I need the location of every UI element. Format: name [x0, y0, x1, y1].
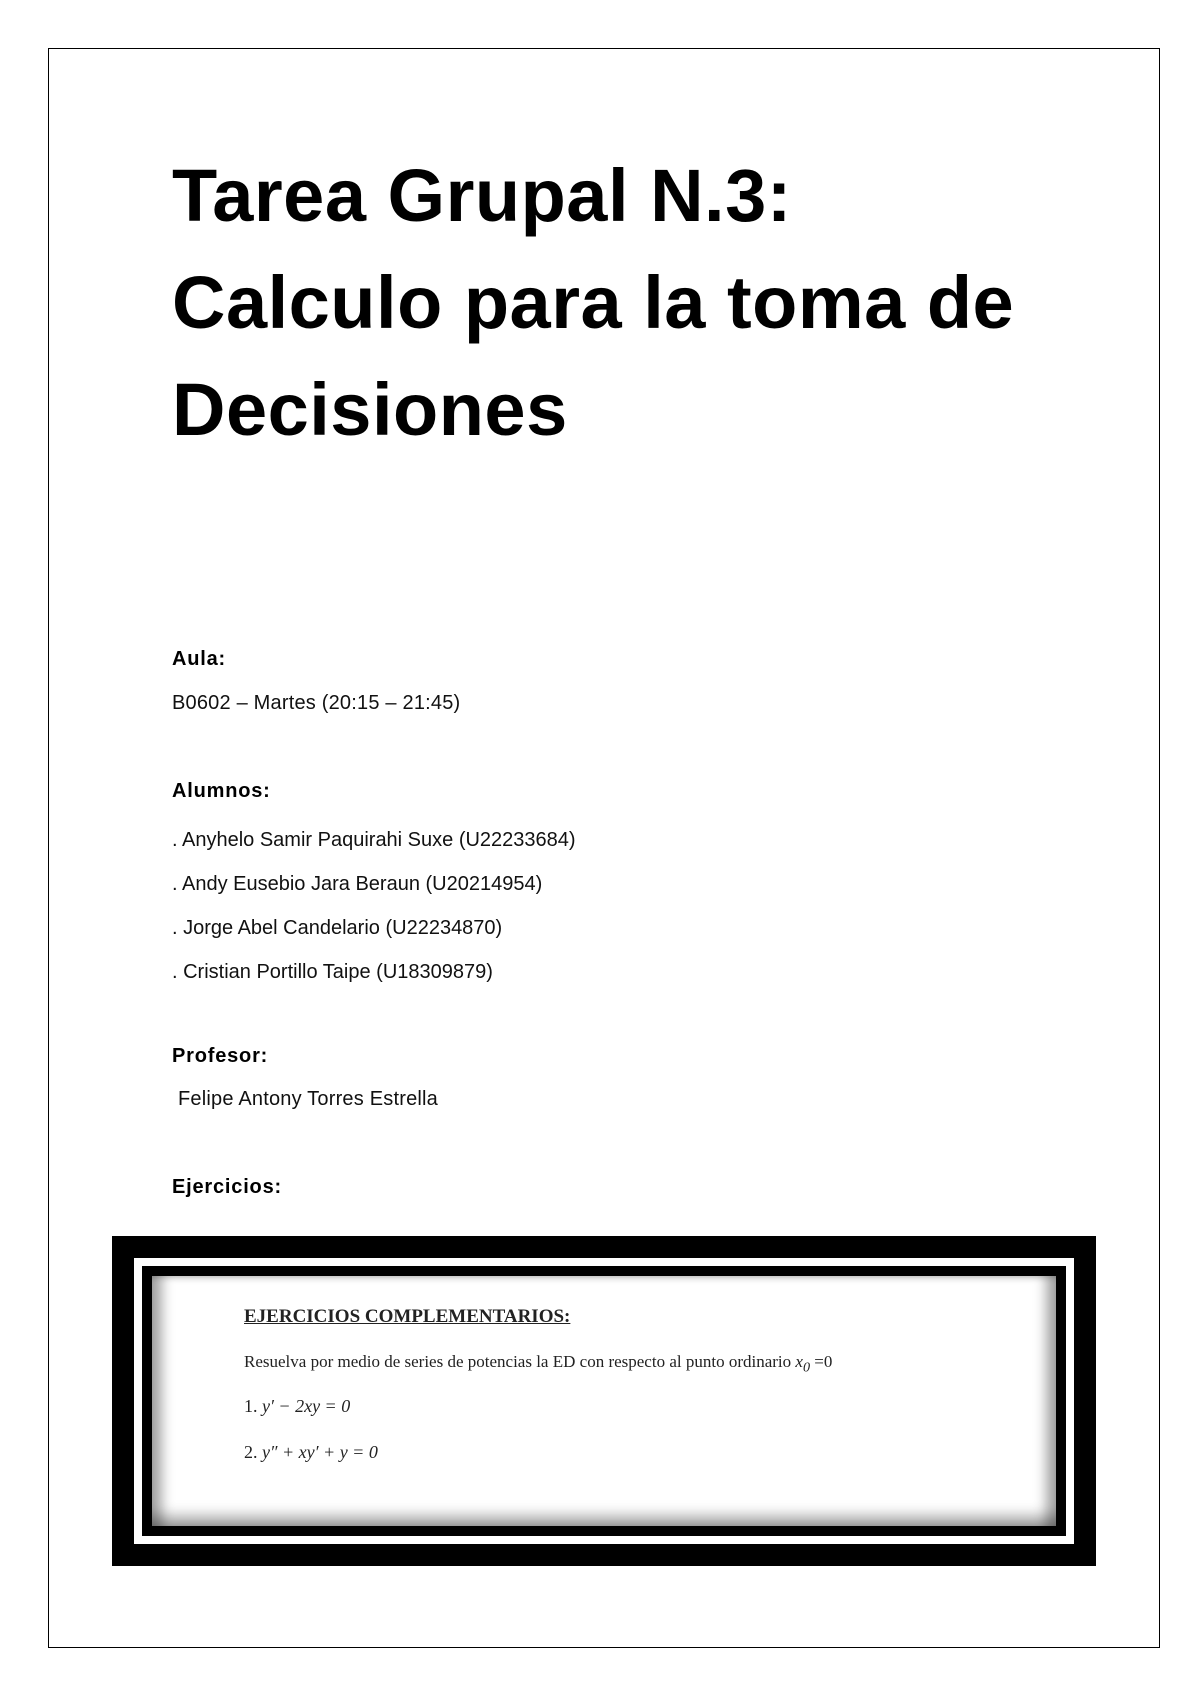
- aula-value: B0602 – Martes (20:15 – 21:45): [172, 692, 461, 714]
- exercise-item-2: 2. y″ + xy′ + y = 0: [244, 1442, 378, 1462]
- alumnos-label: Alumnos:: [172, 780, 271, 802]
- title-line-3: Decisiones: [172, 368, 568, 451]
- title-line-1: Tarea Grupal N.3:: [172, 154, 792, 237]
- document-title: [172, 142, 1072, 463]
- profesor-value: Felipe Antony Torres Estrella: [178, 1088, 438, 1110]
- title-line-2: Calculo para la toma de: [172, 261, 1015, 344]
- ejercicios-label: Ejercicios:: [172, 1176, 282, 1198]
- list-item: . Anyhelo Samir Paquirahi Suxe (U22233684): [172, 829, 576, 851]
- list-item: . Cristian Portillo Taipe (U18309879): [172, 961, 493, 983]
- list-item: . Jorge Abel Candelario (U22234870): [172, 917, 503, 939]
- exercise-item-1: 1. y′ − 2xy = 0: [244, 1396, 351, 1416]
- exercise-image-frame: [112, 1236, 1096, 1566]
- alumnos-list: [172, 818, 576, 994]
- exercise-image: [152, 1276, 1056, 1526]
- profesor-label: Profesor:: [172, 1045, 269, 1067]
- aula-label: Aula:: [172, 648, 226, 670]
- exercise-intro: Resuelva por medio de series de potencias la ED con respecto al punto ordinario $x_0 =0$: [244, 1352, 833, 1376]
- exercise-heading: EJERCICIOS COMPLEMENTARIOS:: [244, 1306, 571, 1327]
- list-item: . Andy Eusebio Jara Beraun (U20214954): [172, 873, 543, 895]
- point-variable: $x_0$: [795, 1352, 811, 1376]
